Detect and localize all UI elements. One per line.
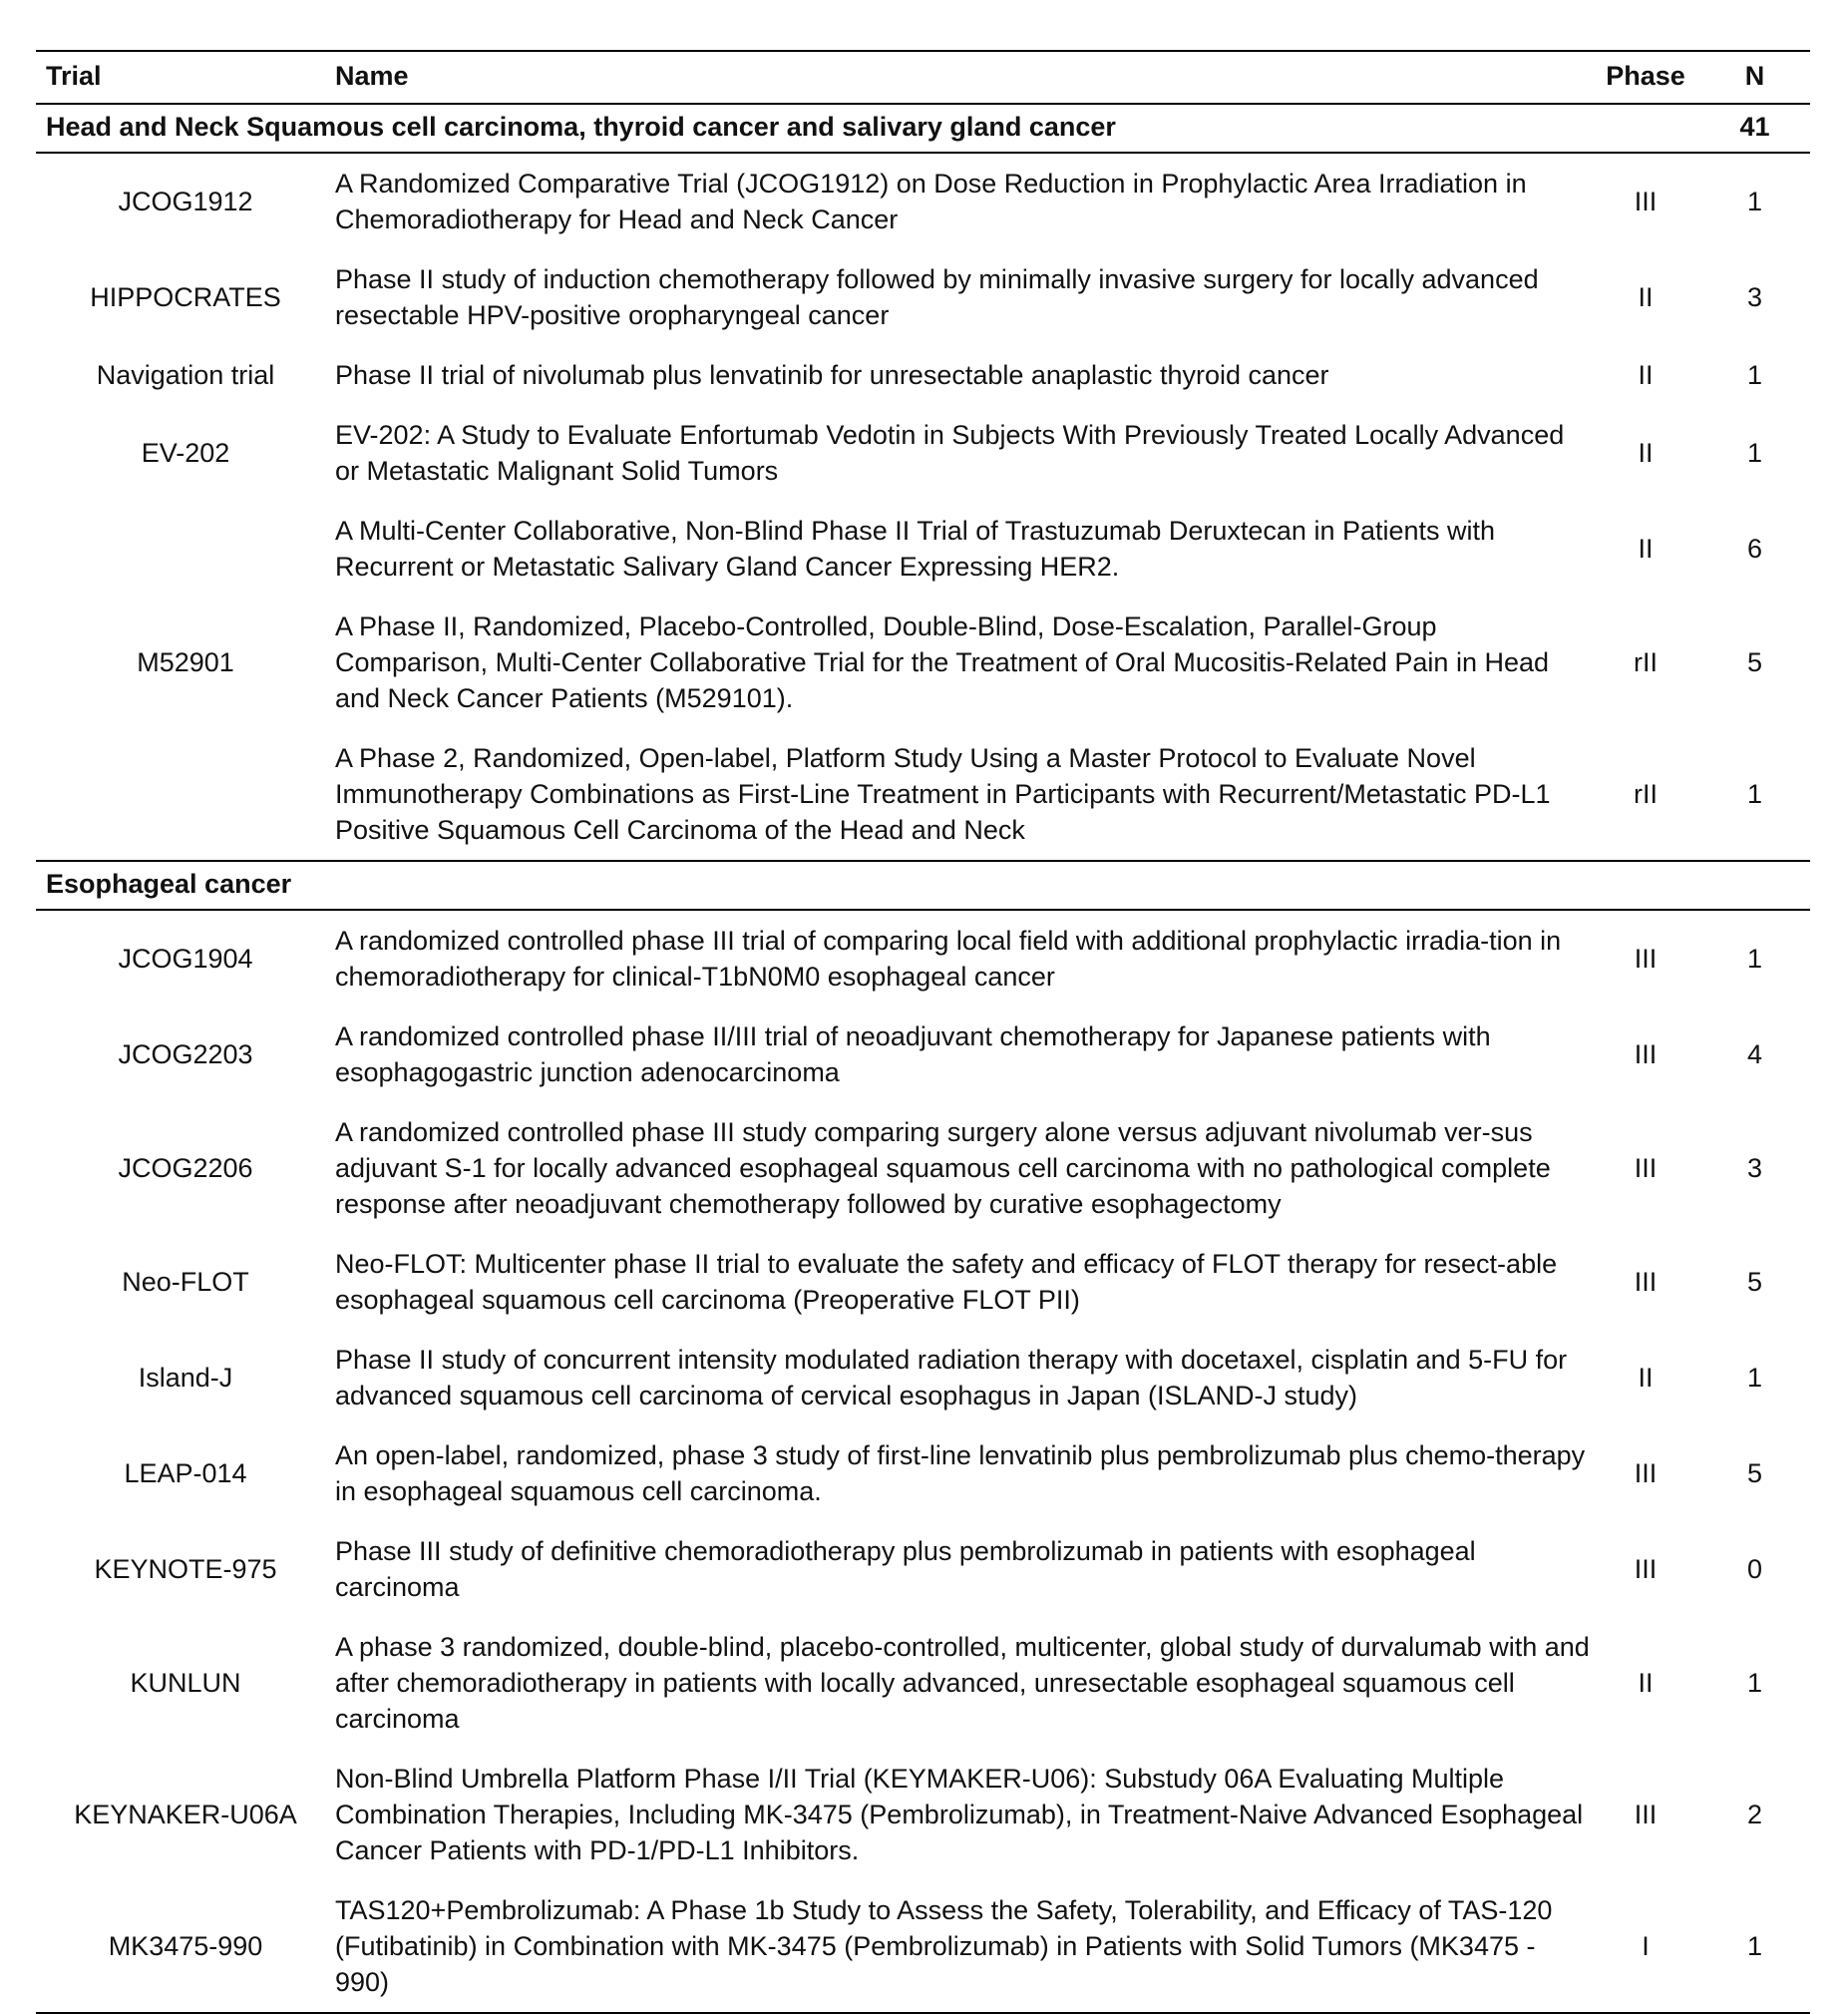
column-header-name: Name [335, 51, 1592, 104]
trial-row [36, 1749, 1810, 1880]
trial-id [36, 728, 335, 861]
trial-row [36, 153, 1810, 249]
trial-id: Neo-FLOT [122, 1266, 249, 1297]
trial-id: EV-202 [141, 437, 230, 468]
section-title: Esophageal cancer [36, 861, 1699, 910]
trial-n: 1 [1746, 186, 1763, 216]
trial-phase: II [1638, 1362, 1654, 1393]
column-header-n: N [1699, 51, 1810, 104]
trial-name: TAS120+Pembrolizumab: A Phase 1b Study to Assess the Safety, Tolerability, and Efficacy of TAS-120 (Futibatinib) in Combination with MK-3475 (Pembrolizumab) in Patients with Solid Tumors (MK3475 - 990) [335, 1880, 1592, 2013]
trial-row [36, 1007, 1810, 1102]
trial-n: 1 [1746, 778, 1763, 809]
trial-name: Neo-FLOT: Multicenter phase II trial to evaluate the safety and efficacy of FLOT therapy for resect-able esophageal squamous cell carcinoma (Preoperative FLOT PII) [335, 1249, 1558, 1315]
trial-row [36, 1102, 1810, 1234]
trial-phase: II [1638, 1667, 1654, 1698]
trial-name: Phase II trial of nivolumab plus lenvatinib for unresectable anaplastic thyroid cancer [335, 360, 1329, 390]
trial-id: KEYNAKER-U06A [74, 1799, 297, 1829]
trial-name: A Phase II, Randomized, Placebo-Controlled, Double-Blind, Dose-Escalation, Parallel-Group Comparison, Multi-Center Collaborative Trial for the Treatment of Oral Mucositis-Related Pain in Head and Neck Cancer Patients (M529101). [335, 611, 1550, 713]
trial-id: M52901 [137, 646, 234, 677]
column-header-trial: Trial [36, 51, 335, 104]
table-header-row [36, 51, 1810, 104]
trial-phase: II [1638, 281, 1654, 312]
trial-row [36, 501, 1810, 597]
trial-id: LEAP-014 [124, 1457, 247, 1488]
trial-n: 1 [1746, 943, 1763, 974]
trial-id: KUNLUN [130, 1667, 241, 1698]
trial-phase: III [1634, 1457, 1658, 1488]
trial-n: 1 [1746, 1362, 1763, 1393]
trial-name: EV-202: A Study to Evaluate Enfortumab Vedotin in Subjects With Previously Treated Locally Advanced or Metastatic Malignant Solid Tumors [335, 420, 1565, 486]
trial-n: 4 [1746, 1038, 1763, 1069]
trial-row [36, 1234, 1810, 1330]
trial-id: HIPPOCRATES [90, 281, 281, 312]
trial-phase: II [1638, 437, 1654, 468]
trial-phase: III [1634, 1799, 1658, 1829]
trial-id: Navigation trial [96, 359, 275, 390]
trial-name: A randomized controlled phase III trial of comparing local field with additional prophylactic irradia-tion in chemoradiotherapy for clinical-T1bN0M0 esophageal cancer [335, 926, 1562, 992]
trial-id: JCOG2206 [118, 1152, 253, 1183]
trial-n: 1 [1699, 1880, 1810, 2013]
trial-n: 3 [1746, 1152, 1763, 1183]
trial-id: JCOG2203 [118, 1038, 253, 1069]
trials-table [36, 50, 1810, 2014]
trial-name: A Randomized Comparative Trial (JCOG1912) on Dose Reduction in Prophylactic Area Irradiation in Chemoradiotherapy for Head and Neck Cancer [335, 169, 1527, 234]
trial-n: 1 [1746, 359, 1763, 390]
column-header-phase: Phase [1592, 51, 1699, 104]
section-title: Head and Neck Squamous cell carcinoma, thyroid cancer and salivary gland cancer [36, 104, 1699, 153]
trial-row [36, 1425, 1810, 1521]
trial-name: A Multi-Center Collaborative, Non-Blind Phase II Trial of Trastuzumab Deruxtecan in Patients with Recurrent or Metastatic Salivary Gland Cancer Expressing HER2. [335, 516, 1496, 582]
trial-row [36, 597, 1810, 728]
trial-id [36, 501, 335, 597]
trial-phase: II [1638, 359, 1654, 390]
trial-n: 3 [1746, 281, 1763, 312]
section-n-total [1699, 861, 1810, 910]
trial-name: A randomized controlled phase III study comparing surgery alone versus adjuvant nivolumab ver-sus adjuvant S-1 for locally advanced esophageal squamous cell carcinoma with no pathological complete response after neoadjuvant chemotherapy followed by curative esophagectomy [335, 1117, 1551, 1219]
trial-n: 5 [1746, 646, 1763, 677]
trial-id: MK3475-990 [36, 1880, 335, 2013]
trial-phase: II [1638, 533, 1654, 564]
trial-row [36, 405, 1810, 501]
trial-phase: III [1634, 1152, 1658, 1183]
trial-row [36, 910, 1810, 1007]
trial-n: 2 [1746, 1799, 1763, 1829]
trial-phase: rII [1634, 778, 1658, 809]
trial-name: An open-label, randomized, phase 3 study of first-line lenvatinib plus pembrolizumab plus chemo-therapy in esophageal squamous cell carcinoma. [335, 1440, 1586, 1506]
trial-name: Phase III study of definitive chemoradiotherapy plus pembrolizumab in patients with esophageal carcinoma [335, 1536, 1476, 1602]
trial-row [36, 1330, 1810, 1425]
trial-row [36, 728, 1810, 861]
trial-name: Phase II study of concurrent intensity modulated radiation therapy with docetaxel, cisplatin and 5-FU for advanced squamous cell carcinoma of cervical esophagus in Japan (ISLAND-J study) [335, 1345, 1568, 1410]
trial-name: A randomized controlled phase II/III trial of neoadjuvant chemotherapy for Japanese patients with esophagogastric junction adenocarcinoma [335, 1021, 1491, 1087]
trial-n: 0 [1746, 1553, 1763, 1584]
trial-n: 5 [1746, 1266, 1763, 1297]
trial-n: 1 [1746, 1667, 1763, 1698]
trial-name: A phase 3 randomized, double-blind, placebo-controlled, multicenter, global study of durvalumab with and after chemoradiotherapy in patients with locally advanced, unresectable esophageal squamous cell carcinoma [335, 1632, 1590, 1734]
trial-phase: III [1634, 1266, 1658, 1297]
trial-row [36, 1617, 1810, 1749]
trial-id: KEYNOTE-975 [94, 1553, 277, 1584]
trial-name: Non-Blind Umbrella Platform Phase I/II Trial (KEYMAKER-U06): Substudy 06A Evaluating Multiple Combination Therapies, Including MK-3475 (Pembrolizumab), in Treatment-Naive Advanced Esophageal Cancer Patients with PD-1/PD-L1 Inhibitors. [335, 1764, 1584, 1865]
trial-name: Phase II study of induction chemotherapy followed by minimally invasive surgery for locally advanced resectable HPV-positive oropharyngeal cancer [335, 264, 1539, 330]
trial-id: Island-J [138, 1362, 233, 1393]
trial-row [36, 249, 1810, 345]
trial-n: 5 [1746, 1457, 1763, 1488]
trial-phase: III [1634, 1553, 1658, 1584]
section-n-total: 41 [1699, 104, 1810, 153]
trial-name: A Phase 2, Randomized, Open-label, Platform Study Using a Master Protocol to Evaluate Novel Immunotherapy Combinations as First-Line Treatment in Participants with Recurrent/Metastatic PD-L1 Positive Squamous Cell Carcinoma of the Head and Neck [335, 743, 1551, 845]
section-header-row [36, 861, 1810, 910]
trial-id: JCOG1912 [118, 186, 253, 216]
trial-phase: rII [1634, 646, 1658, 677]
section-header-row [36, 104, 1810, 153]
trial-phase: I [1592, 1880, 1699, 2013]
trial-n: 6 [1746, 533, 1763, 564]
trial-id: JCOG1904 [118, 943, 253, 974]
trial-row [36, 345, 1810, 405]
trial-phase: III [1634, 1038, 1658, 1069]
trial-row [36, 1880, 1810, 2013]
trial-n: 1 [1746, 437, 1763, 468]
trial-phase: III [1634, 943, 1658, 974]
trial-row [36, 1521, 1810, 1617]
trial-phase: III [1634, 186, 1658, 216]
